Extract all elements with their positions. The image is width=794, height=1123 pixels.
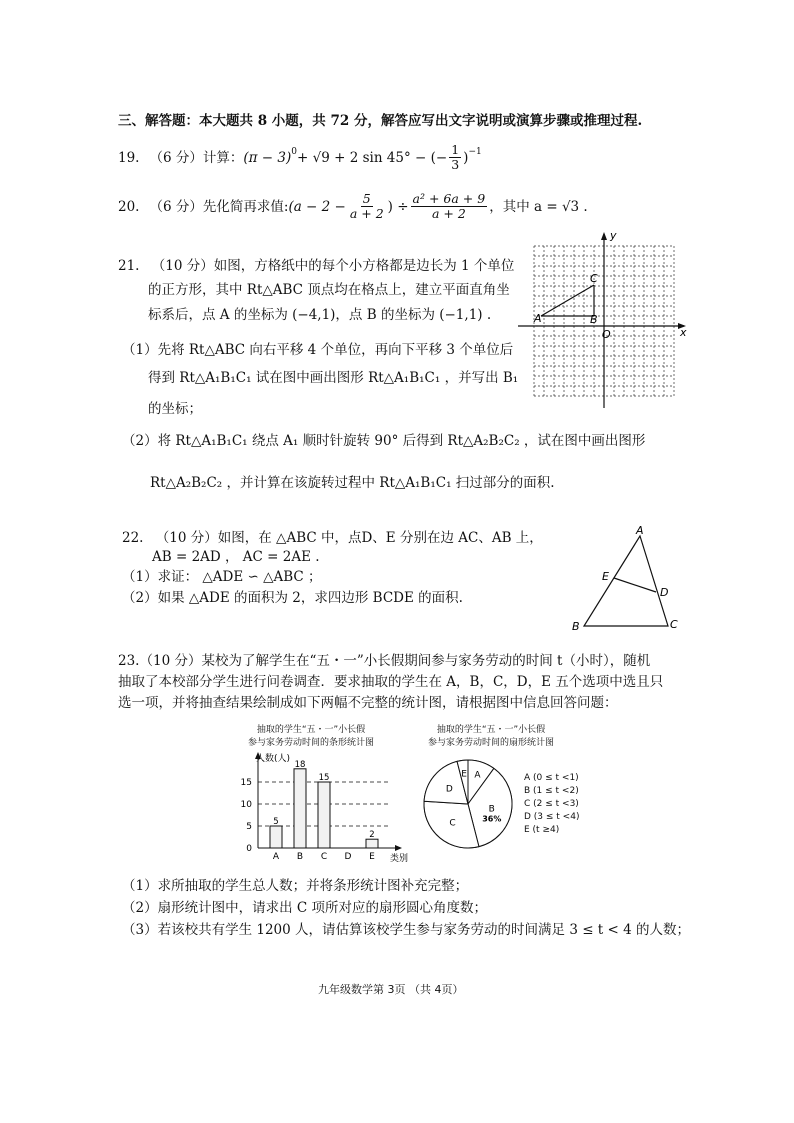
bar-xlabel: 类别	[390, 854, 408, 864]
bar-value-label: 2	[369, 830, 375, 841]
question-23-part3: （3）若该校共有学生 1200 人，请估算该校学生参与家务劳动的时间满足 3 ≤ t < 4 的人数；	[122, 922, 691, 938]
bar-value-label: 5	[273, 817, 279, 827]
question-score: （6 分）	[149, 149, 203, 166]
label-a: A	[636, 524, 644, 537]
exponent: −1	[468, 147, 482, 157]
bar-value-label: 15	[318, 773, 330, 783]
question-text: 如图，方格纸中的每个小方格都是边长为 1 个单位	[213, 258, 515, 274]
pie-label-B: B	[488, 804, 495, 815]
question-21-part2-line2: Rt△A₂B₂C₂ ，并计算在该旋转过程中 Rt△A₁B₁C₁ 扫过部分的面积.	[150, 475, 555, 491]
question-21-part2-line1: （2）将 Rt△A₁B₁C₁ 绕点 A₁ 顺时针旋转 90° 后得到 Rt△A₂B₂C₂ ，试在图中画出图形	[122, 433, 646, 449]
pie-legend-item: B (1 ≤ t <2)	[524, 786, 579, 796]
fraction	[411, 192, 488, 221]
bar-ylabel: 人数(人)	[256, 754, 291, 764]
question-number: 23.	[118, 653, 140, 669]
question-23-part1: （1）求所抽取的学生总人数；并将条形统计图补充完整；	[122, 878, 469, 894]
question-21-line3: 标系后，点 A 的坐标为 (−4,1)，点 B 的坐标为 (−1,1) .	[148, 307, 492, 323]
section-heading: 三、解答题：本大题共 8 小题，共 72 分，解答应写出文字说明或演算步骤或推理过程.	[118, 113, 643, 129]
bar-category-label: D	[344, 852, 352, 862]
question-21-part1-line1: （1）先将 Rt△ABC 向右平移 4 个单位，再向下平移 3 个单位后	[122, 342, 514, 358]
question-lead: 先化简再求值:	[202, 198, 289, 215]
label-c: C	[670, 618, 678, 631]
page-footer: 九年级数学第 3页 （共 4页）	[318, 983, 464, 996]
y-axis-arrow	[601, 232, 607, 240]
segment-ac	[541, 285, 594, 316]
expr-part: ) ÷	[387, 198, 409, 215]
question-23-line1	[118, 652, 650, 670]
triangle-abc	[584, 536, 668, 626]
bar-chart	[228, 750, 408, 865]
question-19	[118, 143, 482, 172]
question-21-part1-line2: 得到 Rt△A₁B₁C₁ 试在图中画出图形 Rt△A₁B₁C₁ ，并写出 B₁	[148, 370, 519, 386]
pie-label-A: A	[474, 770, 481, 781]
label-a: A	[534, 312, 542, 325]
question-number: 20.	[118, 198, 140, 215]
label-o: O	[602, 328, 611, 341]
question-number: 21.	[118, 258, 140, 274]
bar-x-arrow	[395, 845, 402, 851]
expr-part: + √9 + 2 sin 45° − (−	[297, 149, 448, 166]
expr-part: (π − 3)	[243, 149, 292, 166]
question-score: （10 分）	[139, 653, 202, 669]
question-23-line2: 抽取了本校部分学生进行问卷调查．要求抽取的学生在 A，B，C，D，E 五个选项中选且只	[118, 674, 664, 690]
pie-label-C: C	[449, 818, 456, 829]
label-e: E	[602, 570, 609, 583]
frac-num: 1	[451, 142, 460, 157]
coordinate-grid-figure	[516, 230, 692, 410]
question-21-part1-line3: 的坐标；	[148, 401, 202, 417]
segment-ed	[614, 578, 656, 592]
expr-part: )	[463, 149, 469, 166]
question-number: 19.	[118, 149, 140, 166]
pie-legend-item: A (0 ≤ t <1)	[524, 773, 579, 783]
question-20	[118, 192, 588, 221]
bar-B	[294, 769, 306, 848]
bar-chart-title	[236, 722, 386, 748]
bar-category-label: C	[320, 852, 328, 862]
pie-legend-item: D (3 ≤ t <4)	[524, 812, 580, 822]
frac-den: 3	[451, 157, 460, 172]
label-d: D	[660, 586, 669, 599]
triangle-figure	[568, 524, 686, 634]
bar-A	[270, 826, 282, 848]
bar-chart-title-line1: 抽取的学生“五・一”小长假	[256, 725, 366, 735]
bar-category-label: A	[272, 852, 280, 862]
bar-ytick: 10	[240, 800, 252, 810]
question-22-part1: （1）求证： △ADE ∽ △ABC ；	[122, 569, 322, 585]
question-21-line1	[118, 257, 514, 275]
label-b: B	[572, 620, 580, 633]
pie-label-D: D	[445, 784, 453, 795]
bar-category-label: B	[296, 852, 304, 862]
bar-chart-title-line2: 参与家务劳动时间的条形统计图	[247, 738, 374, 748]
question-23-part2: （2）扇形统计图中，请求出 C 项所对应的扇形圆心角度数；	[122, 900, 488, 916]
label-x: x	[680, 326, 687, 339]
label-c: C	[590, 272, 598, 285]
pie-legend	[524, 772, 579, 837]
bar-value-label: 18	[294, 759, 306, 770]
frac-den: a + 2	[431, 206, 466, 221]
pie-chart-title	[416, 722, 566, 748]
frac-den: a + 2	[349, 206, 384, 221]
bar-C	[318, 782, 330, 848]
expr-part: (a − 2 −	[288, 198, 346, 215]
pie-label-E: E	[461, 769, 467, 780]
bar-ytick: 15	[240, 778, 252, 788]
question-text: 如图，在 △ABC 中，点D、E 分别在边 AC、AB 上，	[217, 530, 543, 546]
question-22-part2: （2）如果 △ADE 的面积为 2，求四边形 BCDE 的面积.	[122, 590, 463, 606]
question-score: （10 分）	[155, 530, 218, 546]
pie-chart-title-line1: 抽取的学生“五・一”小长假	[436, 725, 546, 735]
bar-E	[366, 839, 378, 848]
question-21-line2: 的正方形，其中 Rt△ABC 顶点均在格点上，建立平面直角坐	[148, 282, 510, 298]
label-y: y	[610, 230, 617, 242]
question-23-line3: 选一项，并将抽查结果绘制成如下两幅不完整的统计图，请根据图中信息回答问题：	[118, 695, 618, 711]
question-text: 某校为了解学生在“五・一”小长假期间参与家务劳动的时间 t（小时），随机	[201, 653, 651, 669]
label-b: B	[590, 313, 598, 326]
pie-chart-title-line2: 参与家务劳动时间的扇形统计图	[427, 738, 554, 748]
question-score: （10 分）	[151, 258, 214, 274]
bar-ytick: 5	[246, 822, 252, 832]
pie-legend-item: E (t ≥4)	[524, 825, 560, 835]
bar-ytick: 0	[246, 844, 252, 854]
pie-percent-label: 36%	[482, 814, 502, 824]
question-lead: 计算：	[202, 149, 244, 166]
question-22-line2: AB = 2AD ， AC = 2AE .	[152, 549, 320, 565]
question-number: 22.	[122, 530, 144, 546]
pie-legend-item: C (2 ≤ t <3)	[524, 799, 579, 809]
expr-part: ，其中 a = √3 .	[489, 198, 588, 215]
exponent: 0	[291, 147, 297, 157]
frac-num: a² + 6a + 9	[412, 191, 486, 206]
fraction	[449, 143, 461, 172]
frac-num: 5	[362, 191, 371, 206]
question-score: （6 分）	[149, 198, 203, 215]
bar-category-label: E	[369, 852, 375, 862]
question-22-line1	[122, 529, 543, 547]
fraction	[348, 192, 386, 221]
